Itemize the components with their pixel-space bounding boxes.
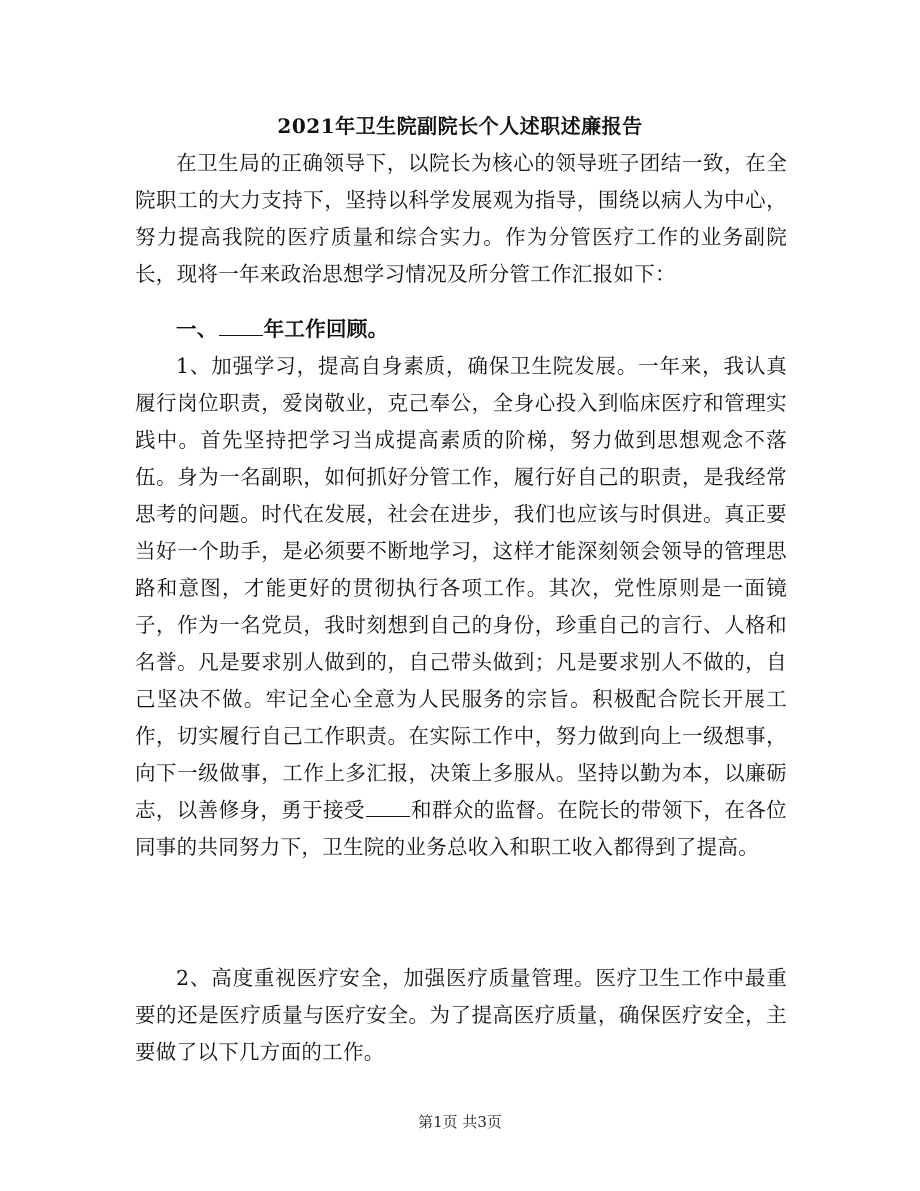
- intro-paragraph: 在卫生局的正确领导下，以院长为核心的领导班子团结一致，在全院职工的大力支持下，坚持以科学发展观为指导，围绕以病人为中心，努力提高我院的医疗质量和综合实力。作为分管医疗工作的业务副院长，现将一年来政治思想学习情况及所分管工作汇报如下：: [135, 151, 787, 286]
- page-indicator: 第1页 共3页: [418, 1113, 502, 1131]
- paragraph-point-1-text-a: 1、加强学习，提高自身素质，确保卫生院发展。一年来，我认真履行岗位职责，爱岗敬业，克己奉公，全身心投入到临床医疗和管理实践中。首先坚持把学习当成提高素质的阶梯，努力做到思想观念不落伍。身为一名副职，如何抓好分管工作，履行好自己的职责，是我经常思考的问题。时代在发展，社会在进步，我们也应该与时俱进。真正要当好一个助手，是必须要不断地学习，这样才能深刻领会领导的管理思路和意图，才能更好的贯彻执行各项工作。其次，党性原则是一面镜子，作为一名党员，我时刻想到自己的身份，珍重自己的言行、人格和名誉。凡是要求别人做到的，自己带头做到；凡是要求别人不做的，自己坚决不做。牢记全心全意为人民服务的宗旨。积极配合院长开展工作，切实履行自己工作职责。在实际工作中，努力做到向上一级想事，向下一级做事，工作上多汇报，决策上多服从。坚持以勤为本，以廉砺志，以善修身，勇于接受: [135, 354, 787, 822]
- paragraph-point-1: [135, 348, 787, 866]
- heading-number: 一、: [176, 317, 218, 341]
- document-body-point-2: [135, 960, 787, 1071]
- heading-text: 年工作回顾。: [263, 317, 389, 341]
- paragraph-point-1-text-b: 和群众的监督。在院长的带领下，在各位同事的共同努力下，卫生院的业务总收入和职工收入都得到了提高。: [135, 798, 787, 859]
- paragraph-point-2: 2、高度重视医疗安全，加强医疗质量管理。医疗卫生工作中最重要的还是医疗质量与医疗安全。为了提高医疗质量，确保医疗安全，主要做了以下几方面的工作。: [135, 966, 787, 1064]
- document-body-section-1: [135, 311, 787, 348]
- document-title: 2021年卫生院副院长个人述职述廉报告: [277, 114, 643, 138]
- document-body: [135, 145, 787, 293]
- blank-underline: [366, 796, 410, 817]
- document-body-point-1: [135, 348, 787, 866]
- section-heading-work-review: [135, 311, 787, 348]
- blank-underline: [219, 315, 263, 336]
